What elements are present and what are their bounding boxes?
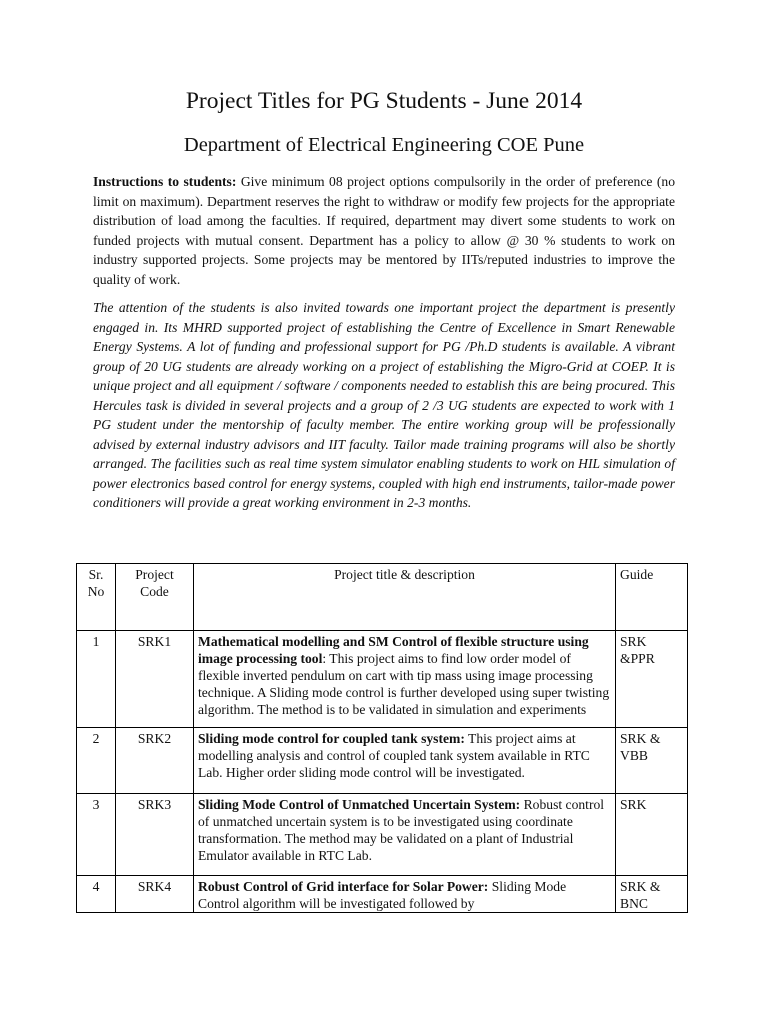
row-desc-text: Robust control of unmatched uncertain system is to be investigated using coordinate transformation. The method may be validated on a plant of Industrial Emulator available in RTC Lab. bbox=[198, 797, 605, 863]
header-project-code: Project Code bbox=[116, 564, 194, 631]
row-guide: SRK & VBB bbox=[616, 728, 688, 794]
row-description bbox=[194, 728, 616, 794]
row-guide: SRK & BNC bbox=[616, 876, 688, 913]
row-desc-text: Sliding Mode Control algorithm will be investigated followed by bbox=[198, 879, 567, 911]
row-title: Robust Control of Grid interface for Solar Power: bbox=[198, 879, 489, 894]
page-title: Project Titles for PG Students - June 2014 bbox=[185, 88, 583, 114]
table-row bbox=[77, 728, 688, 794]
row-title: Sliding Mode Control of Unmatched Uncertain System: bbox=[198, 797, 521, 812]
row-desc-text: : This project aims to find low order model of flexible inverted pendulum on cart with tip mass using image processing technique. A Sliding mode control is further developed using super twisting algorithm. The method is to be validated in simulation and experiments bbox=[198, 651, 610, 717]
row-guide: SRK &PPR bbox=[616, 631, 688, 728]
row-description bbox=[194, 794, 616, 876]
table-row bbox=[77, 794, 688, 876]
projects-table bbox=[76, 563, 688, 913]
row-project-code: SRK4 bbox=[116, 876, 194, 913]
row-sr-no: 2 bbox=[77, 728, 116, 794]
row-title: Sliding mode control for coupled tank system: bbox=[198, 731, 465, 746]
header-guide: Guide bbox=[616, 564, 688, 631]
row-description bbox=[194, 876, 616, 913]
header-sr-no: Sr. No bbox=[77, 564, 116, 631]
row-sr-no: 4 bbox=[77, 876, 116, 913]
row-sr-no: 1 bbox=[77, 631, 116, 728]
page-subtitle: Department of Electrical Engineering COE Pune bbox=[183, 134, 585, 156]
instructions-label: Instructions to students: bbox=[93, 174, 237, 189]
row-project-code: SRK1 bbox=[116, 631, 194, 728]
row-sr-no: 3 bbox=[77, 794, 116, 876]
instructions-text: Give minimum 08 project options compulsorily in the order of preference (no limit on maximum). Department reserves the right to withdraw or modify few projects for the appropriate distribution of load among the faculties. If required, department may divert some students to work on funded projects with mutual consent. Department has a policy to allow @ 30 % students to work on industry supported projects. Some projects may be mentored by IITs/reputed industries to improve the quality of work. bbox=[93, 174, 675, 287]
instructions-paragraph bbox=[93, 172, 675, 289]
row-title: Mathematical modelling and SM Control of flexible structure using image processing tool bbox=[198, 634, 589, 666]
row-project-code: SRK3 bbox=[116, 794, 194, 876]
table-row bbox=[77, 876, 688, 913]
table-row bbox=[77, 631, 688, 728]
row-project-code: SRK2 bbox=[116, 728, 194, 794]
row-description bbox=[194, 631, 616, 728]
row-guide: SRK bbox=[616, 794, 688, 876]
attention-paragraph: The attention of the students is also invited towards one important project the department is presently engaged in. Its MHRD supported project of establishing the Centre of Excellence in Smart Renewable Energy Systems. A lot of funding and professional support for PG /Ph.D students is available. A vibrant group of 20 UG students are already working on a project of establishing the Migro-Grid at COEP. It is unique project and all equipment / software / components needed to establish this are being procured. This Hercules task is divided in several projects and a group of 2 /3 UG students are expected to work with 1 PG student under the mentorship of faculty member. The entire working group will be professionally advised by external industry advisors and IIT faculty. Tailor made training programs will also be shortly arranged. The facilities such as real time system simulator enabling students to work on HIL simulation of power electronics based control for energy systems, coupled with high end instruments, tailor-made power conditioners will provide a great working environment in 2-3 months. bbox=[93, 300, 675, 510]
row-desc-text: This project aims at modelling analysis and control of coupled tank system available in RTC Lab. Higher order sliding mode control will be investigated. bbox=[198, 731, 590, 780]
header-title-description: Project title & description bbox=[194, 564, 616, 631]
table-header-row bbox=[77, 564, 688, 631]
